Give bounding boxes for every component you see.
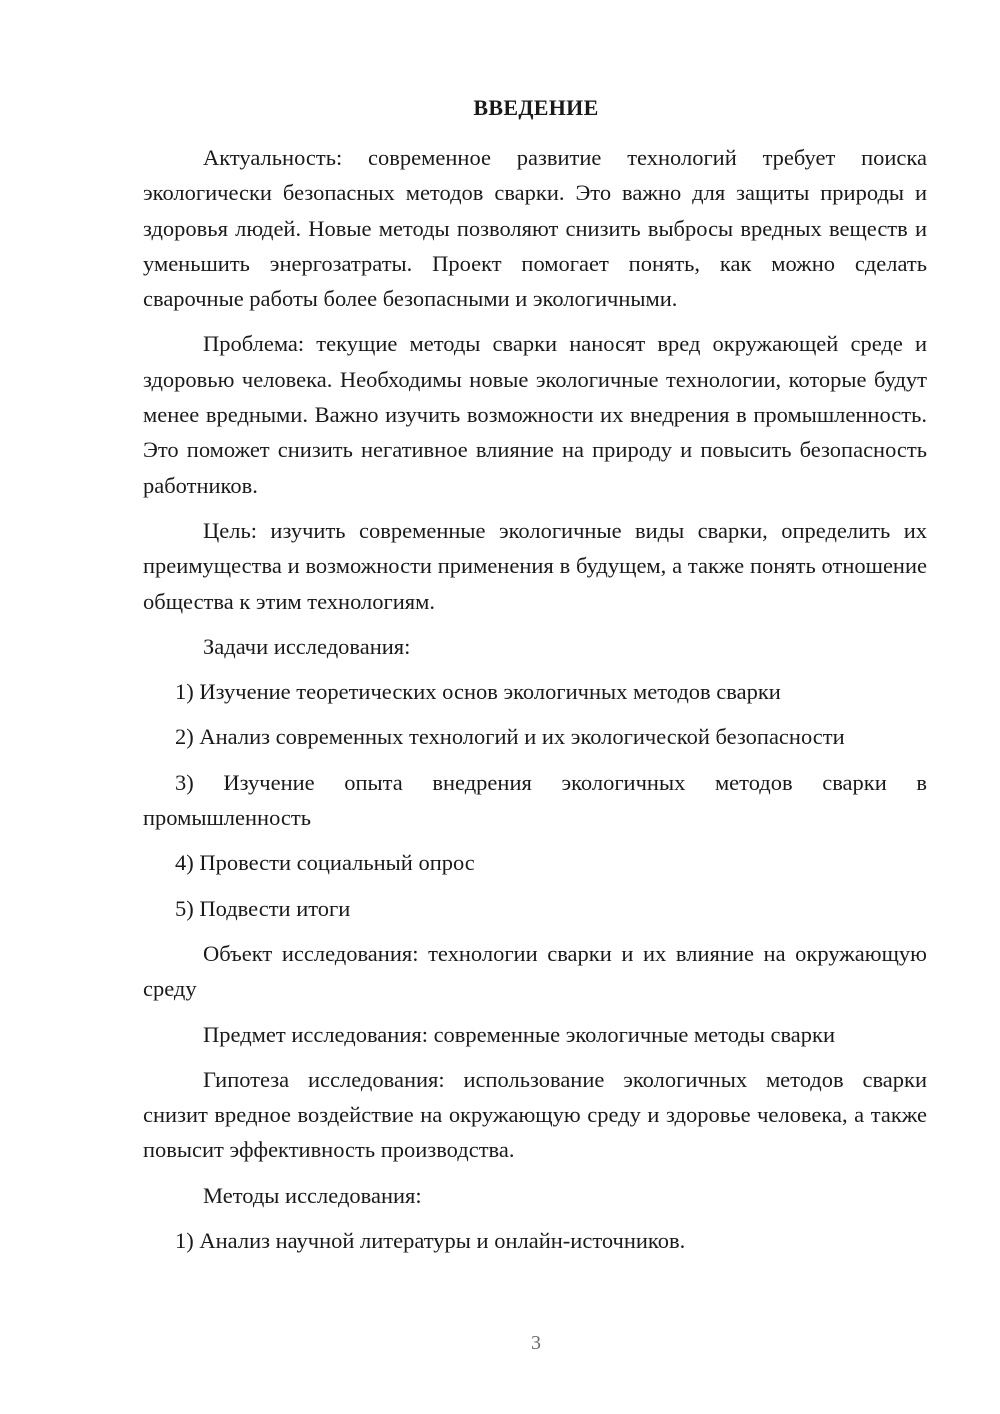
hypothesis-paragraph: Гипотеза исследования: использование экологичных методов сварки снизит вредное воздействие на окружающую среду и здоровье человека, а также повысит эффективность производства. <box>143 1066 927 1163</box>
page-number: 3 <box>531 1332 541 1354</box>
task-item-1: 1) Изучение теоретических основ экологичных методов сварки <box>175 679 781 705</box>
goal-paragraph: Цель: изучить современные экологичные виды сварки, определить их преимущества и возможности применения в будущем, а также понять отношение общества к этим технологиям. <box>143 517 927 614</box>
relevance-paragraph: Актуальность: современное развитие технологий требует поиска экологически безопасных методов сварки. Это важно для защиты природы и здоровья людей. Новые методы позволяют снизить выбросы вредных веществ и уменьшить энергозатраты. Проект помогает понять, как можно сделать сварочные работы более безопасными и экологичными. <box>143 145 927 312</box>
task-item-3: 3) Изучение опыта внедрения экологичных методов сварки в промышленность <box>143 769 927 831</box>
tasks-heading: Задачи исследования: <box>203 633 411 659</box>
task-item-5: 5) Подвести итоги <box>175 895 351 921</box>
page-title: ВВЕДЕНИЕ <box>473 95 599 120</box>
method-item-1: 1) Анализ научной литературы и онлайн-источников. <box>175 1228 686 1254</box>
subject-paragraph: Предмет исследования: современные экологичные методы сварки <box>203 1021 836 1047</box>
task-item-2: 2) Анализ современных технологий и их экологической безопасности <box>175 724 845 750</box>
task-item-4: 4) Провести социальный опрос <box>175 850 475 876</box>
document-body <box>143 140 927 1268</box>
problem-paragraph: Проблема: текущие методы сварки наносят вред окружающей среде и здоровью человека. Необходимы новые экологичные технологии, которые будут менее вредными. Важно изучить возможности их внедрения в промышленность. Это поможет снизить негативное влияние на природу и повысить безопасность работников. <box>143 331 927 498</box>
object-paragraph: Объект исследования: технологии сварки и их влияние на окружающую среду <box>143 940 927 1002</box>
methods-heading: Методы исследования: <box>203 1182 422 1208</box>
